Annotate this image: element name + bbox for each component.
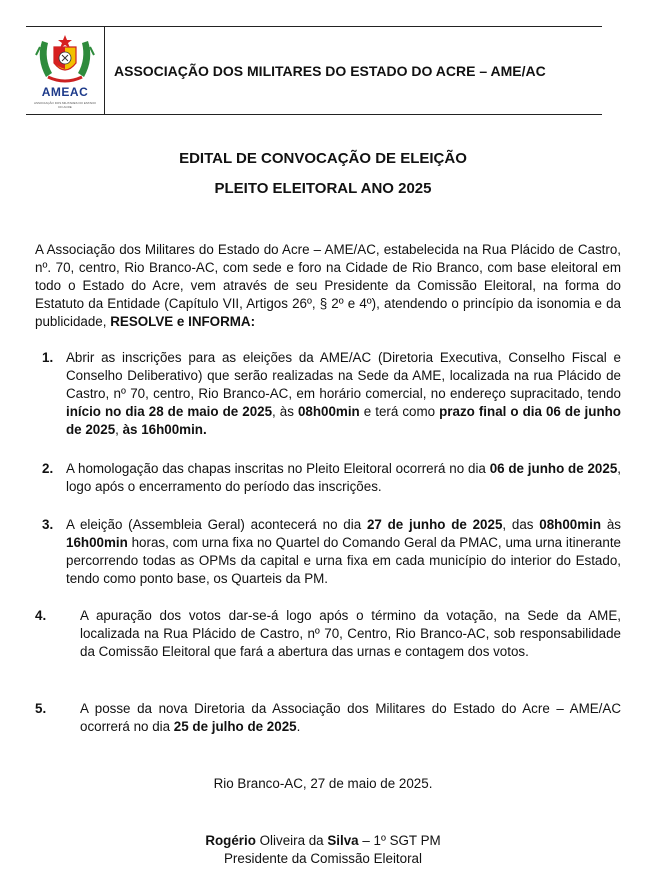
ameac-logo-icon [32,33,98,85]
intro-text: A Associação dos Militares do Estado do Acre – AME/AC, estabelecida na Rua Plácido de Castro, nº. 70, centro, Rio Branco-AC, com sede e foro na Cidade de Rio Branco, com base eleitoral em todo o Estado do Acre, vem através de seu Presidente da Comissão Eleitoral, na forma do Estatuto da Entidade (Capítulo VII, Artigos 26º, § 2º e 4º), atendendo o princípio da isonomia e da publicidade, [35,242,621,329]
item-text-part: e terá como [359,404,440,419]
item-bold-part: às 16h00min. [122,422,207,437]
item-bold-part: 08h00min [297,404,360,419]
item-bold-part: 06 de junho de 2025 [489,461,618,476]
intro-paragraph [35,241,621,331]
item-text-part: . [296,719,301,734]
item-text [66,460,621,496]
item-number: 4. [35,608,47,623]
document-subtitle: PLEITO ELEITORAL ANO 2025 [214,180,432,197]
item-text-part: A posse da nova Diretoria da Associação dos Militares do Estado do Acre – AME/AC ocorrerá no dia [80,701,621,734]
signer-last-name: Silva [327,833,359,848]
signer-rank: – 1º SGT PM [358,833,441,848]
item-text-part: A apuração dos votos dar-se-á logo após o término da votação, na Sede da AME, localizada na Rua Plácido de Castro, nº 70, Centro, Rio Branco-AC, sob responsabilidade da Comissão Eleitoral que fará a abertura das urnas e contagem dos votos. [80,608,621,659]
item-text [80,607,621,661]
item-bold-part: 27 de junho de 2025 [366,517,503,532]
item-text [66,516,621,588]
item-number: 5. [35,701,47,716]
item-bold-part: 08h00min [539,517,602,532]
item-bold-part: 25 de julho de 2025 [173,719,297,734]
item-text-part: , das [502,517,540,532]
signer-middle-name: Oliveira da [255,833,328,848]
item-number: 2. [42,461,54,476]
place-and-date: Rio Branco-AC, 27 de maio de 2025. [213,776,433,791]
organization-title: ASSOCIAÇÃO DOS MILITARES DO ESTADO DO ACRE – AME/AC [114,63,546,79]
item-text [66,349,621,439]
item-text-part: A homologação das chapas inscritas no Pleito Eleitoral ocorrerá no dia [66,461,490,476]
item-number: 1. [42,350,54,365]
item-bold-part: início no dia 28 de maio de 2025 [66,404,273,419]
signer-name [0,833,646,848]
item-text-part: , [115,422,123,437]
item-number: 3. [42,517,54,532]
document-header [26,26,602,115]
signer-role: Presidente da Comissão Eleitoral [224,851,422,866]
item-bold-part: 16h00min [66,535,128,550]
item-text-part: às [601,517,621,532]
signer-first-name: Rogério [205,833,256,848]
item-text-part: Abrir as inscrições para as eleições da AME/AC (Diretoria Executiva, Conselho Fiscal e Conselho Deliberativo) que serão realizadas na Sede da AME, localizada na rua Plácido de Castro, nº 70, centro, Rio Branco-AC, em horário comercial, no endereço supracitado, tendo [66,350,621,401]
logo-box [26,27,105,114]
item-text-part: horas, com urna fixa no Quartel do Comando Geral da PMAC, uma urna itinerante percorrendo todas as OPMs da capital e urna fixa em cada município do interior do Estado, tendo como ponto base, os Quarteis da PM. [66,535,621,586]
item-text-part: , às [272,404,298,419]
item-bold-part: prazo final o dia 06 de junho de 2025 [66,404,621,437]
document-title: EDITAL DE CONVOCAÇÃO DE ELEIÇÃO [179,150,467,167]
item-text-part: , logo após o encerramento do período das inscrições. [66,461,621,494]
logo-subtext: ASSOCIAÇÃO DOS MILITARES DO ESTADO DO ACRE [34,101,96,109]
item-text [80,700,621,736]
item-text-part: A eleição (Assembleia Geral) acontecerá no dia [66,517,367,532]
intro-resolve: RESOLVE e INFORMA: [110,314,256,329]
logo-wordmark: AMEAC [41,85,89,99]
